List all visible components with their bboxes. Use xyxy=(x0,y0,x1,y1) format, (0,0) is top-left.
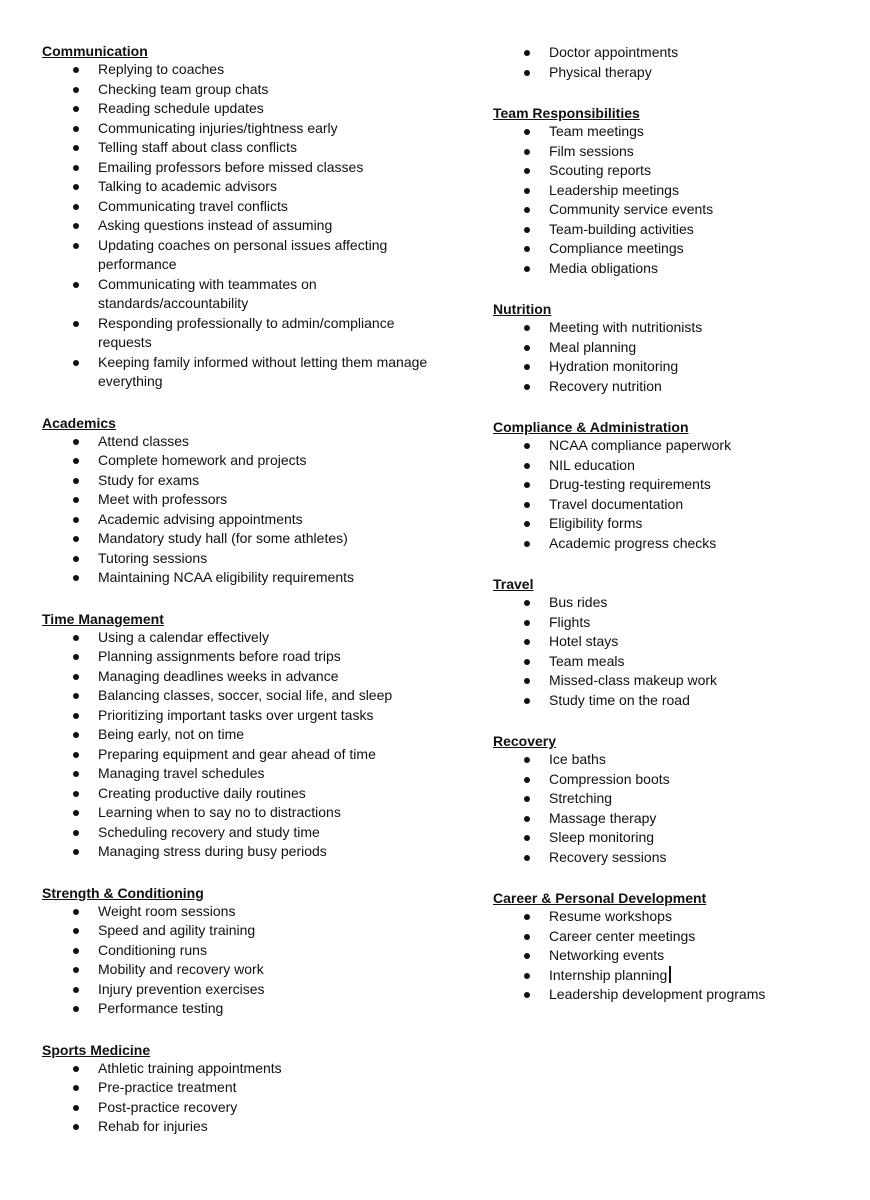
bullet-icon xyxy=(73,635,79,641)
list-item xyxy=(42,80,442,100)
list-item xyxy=(42,999,442,1019)
list-item-text: Media obligations xyxy=(549,259,658,276)
list-item xyxy=(493,122,833,142)
list-item-text: Learning when to say no to distractions xyxy=(98,804,341,820)
bullet-icon xyxy=(524,541,530,547)
list-item-text: Compliance meetings xyxy=(549,240,684,256)
bullet-icon xyxy=(73,987,79,993)
bullet-icon xyxy=(73,126,79,132)
bullet-icon xyxy=(73,67,79,73)
list-item xyxy=(493,828,833,848)
list-item-text: Team meetings xyxy=(549,123,644,139)
list-item-text: Post-practice recovery xyxy=(98,1098,238,1115)
list-item xyxy=(493,534,833,554)
bullet-list xyxy=(42,60,442,392)
bullet-icon xyxy=(73,223,79,229)
section-heading: Compliance & Administration xyxy=(493,419,689,435)
bullet-icon xyxy=(524,521,530,527)
list-item-text: Hydration monitoring xyxy=(549,358,679,374)
list-item-text: Drug-testing requirements xyxy=(549,476,711,492)
section-academics xyxy=(42,415,442,588)
bullet-list xyxy=(42,1059,442,1137)
list-item-text: Reading schedule updates xyxy=(98,100,264,116)
bullet-icon xyxy=(73,967,79,973)
list-item xyxy=(493,750,833,770)
list-item-text: Study for exams xyxy=(98,471,200,488)
bullet-icon xyxy=(524,70,530,76)
bullet-icon xyxy=(73,243,79,249)
bullet-icon xyxy=(524,914,530,920)
bullet-icon xyxy=(73,517,79,523)
bullet-icon xyxy=(524,796,530,802)
list-item-text: Film sessions xyxy=(549,142,634,159)
bullet-icon xyxy=(524,364,530,370)
list-item xyxy=(42,921,442,941)
list-item xyxy=(42,158,442,178)
list-item xyxy=(493,259,833,279)
left-column xyxy=(42,43,442,1160)
bullet-icon xyxy=(524,953,530,959)
bullet-icon xyxy=(524,384,530,390)
text-cursor xyxy=(669,966,671,983)
list-item-text: Creating productive daily routines xyxy=(98,784,306,801)
list-item-text: Physical therapy xyxy=(549,63,652,80)
bullet-icon xyxy=(73,849,79,855)
bullet-icon xyxy=(73,282,79,288)
bullet-icon xyxy=(73,909,79,915)
section-career-and-personal-development xyxy=(493,890,833,1005)
section-time-management xyxy=(42,611,442,862)
list-item xyxy=(42,549,442,569)
list-item-text: Academic progress checks xyxy=(549,534,717,551)
bullet-icon xyxy=(524,757,530,763)
bullet-icon xyxy=(73,771,79,777)
list-item xyxy=(493,161,833,181)
list-item xyxy=(42,1098,442,1118)
section-heading: Team Responsibilities xyxy=(493,105,640,121)
list-item-text: Managing stress during busy periods xyxy=(98,843,327,859)
bullet-icon xyxy=(73,1006,79,1012)
section-heading: Travel xyxy=(493,576,534,592)
list-item xyxy=(42,1059,442,1079)
bullet-icon xyxy=(524,50,530,56)
list-item-text: Replying to coaches xyxy=(98,61,225,77)
section-continued xyxy=(493,43,833,82)
list-item-text: Scheduling recovery and study time xyxy=(98,823,320,840)
list-item xyxy=(493,475,833,495)
bullet-icon xyxy=(524,855,530,861)
list-item xyxy=(42,628,442,648)
list-item-text: Communicating injuries/tightness early xyxy=(98,119,338,136)
list-item-text: Leadership development programs xyxy=(549,986,766,1002)
bullet-icon xyxy=(73,693,79,699)
list-item xyxy=(42,490,442,510)
list-item xyxy=(493,966,833,986)
list-item xyxy=(493,946,833,966)
list-item-text: Conditioning runs xyxy=(98,941,207,958)
list-item-text: Emailing professors before missed classes xyxy=(98,158,364,175)
bullet-icon xyxy=(524,835,530,841)
bullet-icon xyxy=(524,168,530,174)
list-item-text: Athletic training appointments xyxy=(98,1059,282,1076)
list-item xyxy=(493,318,833,338)
list-item-text: Massage therapy xyxy=(549,809,657,826)
list-item xyxy=(42,216,442,236)
list-item xyxy=(42,529,442,549)
list-item-text: Weight room sessions xyxy=(98,902,236,919)
bullet-icon xyxy=(73,713,79,719)
bullet-list xyxy=(493,318,833,396)
list-item xyxy=(42,471,442,491)
section-heading: Nutrition xyxy=(493,301,552,317)
list-item-text: Community service events xyxy=(549,201,714,217)
list-item xyxy=(42,99,442,119)
list-item xyxy=(493,691,833,711)
bullet-list xyxy=(493,43,833,82)
list-item-text: Planning assignments before road trips xyxy=(98,648,341,664)
list-item-text: Scouting reports xyxy=(549,162,651,178)
bullet-icon xyxy=(73,752,79,758)
bullet-icon xyxy=(524,620,530,626)
list-item xyxy=(42,902,442,922)
list-item-text: Being early, not on time xyxy=(98,726,245,742)
list-item xyxy=(42,1078,442,1098)
bullet-icon xyxy=(73,478,79,484)
list-item-text: Meal planning xyxy=(549,338,637,355)
list-item-text: Flights xyxy=(549,613,591,630)
list-item-text: Managing deadlines weeks in advance xyxy=(98,667,339,684)
list-item-text: NIL education xyxy=(549,456,635,473)
bullet-icon xyxy=(73,145,79,151)
bullet-icon xyxy=(524,443,530,449)
list-item xyxy=(493,456,833,476)
list-item-text: Complete homework and projects xyxy=(98,452,307,468)
list-item-text: Speed and agility training xyxy=(98,922,256,938)
bullet-icon xyxy=(524,207,530,213)
list-item-text: Updating coaches on personal issues affecting performance xyxy=(98,236,388,272)
bullet-icon xyxy=(524,149,530,155)
section-heading: Time Management xyxy=(42,610,164,627)
list-item xyxy=(493,593,833,613)
list-item-text: Networking events xyxy=(549,947,665,963)
list-item-text: Rehab for injuries xyxy=(98,1118,208,1134)
list-item xyxy=(42,353,442,392)
list-item-text: Recovery sessions xyxy=(549,848,667,865)
bullet-icon xyxy=(73,360,79,366)
list-item xyxy=(42,823,442,843)
bullet-icon xyxy=(524,992,530,998)
bullet-icon xyxy=(524,816,530,822)
bullet-icon xyxy=(73,536,79,542)
list-item xyxy=(42,647,442,667)
list-item-text: Meeting with nutritionists xyxy=(549,319,703,335)
list-item xyxy=(42,667,442,687)
bullet-icon xyxy=(524,227,530,233)
list-item-text: Resume workshops xyxy=(549,908,672,924)
list-item-text: Telling staff about class conflicts xyxy=(98,139,297,155)
bullet-icon xyxy=(73,87,79,93)
bullet-icon xyxy=(524,502,530,508)
list-item-text: Doctor appointments xyxy=(549,44,679,60)
bullet-list xyxy=(42,902,442,1019)
section-recovery xyxy=(493,733,833,867)
list-item-text: Team-building activities xyxy=(549,220,694,237)
list-item xyxy=(493,436,833,456)
bullet-icon xyxy=(73,184,79,190)
section-heading: Career & Personal Development xyxy=(493,890,707,906)
list-item-text: Attend classes xyxy=(98,432,190,449)
list-item xyxy=(493,142,833,162)
section-communication xyxy=(42,43,442,392)
list-item xyxy=(42,568,442,588)
section-heading: Academics xyxy=(42,414,116,431)
list-item-text: Recovery nutrition xyxy=(549,377,662,394)
list-item-text: Bus rides xyxy=(549,594,608,610)
list-item-text: Maintaining NCAA eligibility requirements xyxy=(98,569,355,585)
list-item-text: Career center meetings xyxy=(549,927,696,944)
list-item-text: NCAA compliance paperwork xyxy=(549,437,732,453)
list-item xyxy=(42,784,442,804)
list-item-text: Ice baths xyxy=(549,751,606,767)
list-item xyxy=(493,338,833,358)
list-item xyxy=(42,745,442,765)
bullet-icon xyxy=(524,463,530,469)
bullet-icon xyxy=(73,321,79,327)
bullet-icon xyxy=(524,129,530,135)
bullet-icon xyxy=(73,1124,79,1130)
list-item-text: Compression boots xyxy=(549,770,670,787)
list-item xyxy=(493,927,833,947)
list-item xyxy=(493,652,833,672)
list-item-text: Talking to academic advisors xyxy=(98,178,277,194)
bullet-icon xyxy=(524,678,530,684)
bullet-icon xyxy=(73,458,79,464)
section-compliance-and-administration xyxy=(493,419,833,553)
list-item xyxy=(42,686,442,706)
list-item xyxy=(42,842,442,862)
list-item xyxy=(493,985,833,1005)
bullet-icon xyxy=(524,325,530,331)
list-item-text: Mobility and recovery work xyxy=(98,961,264,977)
bullet-icon xyxy=(73,439,79,445)
section-heading: Recovery xyxy=(493,733,557,749)
list-item-text: Pre-practice treatment xyxy=(98,1079,237,1095)
list-item xyxy=(493,789,833,809)
list-item xyxy=(493,220,833,240)
list-item xyxy=(493,907,833,927)
list-item xyxy=(42,960,442,980)
list-item-text: Communicating with teammates on standards/accountability xyxy=(98,275,317,311)
list-item-text: Prioritizing important tasks over urgent tasks xyxy=(98,706,374,723)
list-item-text: Asking questions instead of assuming xyxy=(98,217,333,233)
bullet-icon xyxy=(524,482,530,488)
list-item-text: Stretching xyxy=(549,790,613,806)
list-item xyxy=(42,275,442,314)
list-item xyxy=(42,451,442,471)
list-item xyxy=(493,514,833,534)
bullet-icon xyxy=(524,777,530,783)
bullet-icon xyxy=(73,810,79,816)
list-item-text: Responding professionally to admin/compliance requests xyxy=(98,314,395,350)
list-item-text: Internship planning xyxy=(549,966,668,983)
bullet-list xyxy=(493,436,833,553)
bullet-icon xyxy=(73,948,79,954)
list-item xyxy=(493,671,833,691)
list-item-text: Sleep monitoring xyxy=(549,829,655,845)
list-item xyxy=(42,980,442,1000)
bullet-icon xyxy=(73,556,79,562)
list-item xyxy=(42,177,442,197)
section-travel xyxy=(493,576,833,710)
bullet-icon xyxy=(73,575,79,581)
list-item xyxy=(493,770,833,790)
section-heading: Communication xyxy=(42,43,148,59)
bullet-icon xyxy=(73,204,79,210)
list-item-text: Mandatory study hall (for some athletes) xyxy=(98,530,348,546)
list-item xyxy=(42,314,442,353)
list-item xyxy=(42,1117,442,1137)
list-item xyxy=(42,236,442,275)
list-item-text: Study time on the road xyxy=(549,691,690,708)
bullet-icon xyxy=(524,973,530,979)
list-item xyxy=(42,803,442,823)
list-item-text: Travel documentation xyxy=(549,495,684,512)
list-item-text: Balancing classes, soccer, social life, and sleep xyxy=(98,687,393,703)
list-item xyxy=(42,725,442,745)
list-item-text: Injury prevention exercises xyxy=(98,980,265,997)
list-item-text: Managing travel schedules xyxy=(98,765,265,781)
list-item xyxy=(42,510,442,530)
list-item xyxy=(493,377,833,397)
list-item-text: Communicating travel conflicts xyxy=(98,197,288,214)
bullet-list xyxy=(493,122,833,278)
list-item xyxy=(493,632,833,652)
bullet-icon xyxy=(524,266,530,272)
list-item-text: Eligibility forms xyxy=(549,515,643,531)
list-item xyxy=(42,432,442,452)
list-item xyxy=(42,60,442,80)
list-item-text: Academic advising appointments xyxy=(98,510,303,527)
bullet-list xyxy=(42,432,442,588)
list-item xyxy=(42,941,442,961)
bullet-icon xyxy=(73,1066,79,1072)
list-item-text: Performance testing xyxy=(98,1000,224,1016)
section-heading: Strength & Conditioning xyxy=(42,884,204,901)
bullet-icon xyxy=(73,165,79,171)
list-item xyxy=(493,63,833,83)
list-item-text: Checking team group chats xyxy=(98,80,269,97)
section-heading: Sports Medicine xyxy=(42,1041,151,1058)
bullet-icon xyxy=(73,1085,79,1091)
section-nutrition xyxy=(493,301,833,396)
bullet-icon xyxy=(524,639,530,645)
list-item xyxy=(42,197,442,217)
list-item-text: Using a calendar effectively xyxy=(98,628,269,645)
bullet-icon xyxy=(73,928,79,934)
list-item xyxy=(493,809,833,829)
bullet-icon xyxy=(73,1105,79,1111)
list-item xyxy=(493,495,833,515)
bullet-icon xyxy=(524,659,530,665)
list-item-text: Tutoring sessions xyxy=(98,549,208,566)
bullet-icon xyxy=(73,106,79,112)
list-item xyxy=(493,848,833,868)
list-item xyxy=(493,613,833,633)
list-item-text: Keeping family informed without letting them manage everything xyxy=(98,353,428,389)
list-item xyxy=(42,706,442,726)
bullet-list xyxy=(42,628,442,862)
bullet-icon xyxy=(524,188,530,194)
bullet-icon xyxy=(524,246,530,252)
section-strength-and-conditioning xyxy=(42,885,442,1019)
list-item xyxy=(42,138,442,158)
bullet-list xyxy=(493,907,833,1005)
bullet-icon xyxy=(524,600,530,606)
section-sports-medicine xyxy=(42,1042,442,1137)
bullet-icon xyxy=(73,654,79,660)
bullet-icon xyxy=(73,830,79,836)
list-item xyxy=(42,764,442,784)
list-item-text: Preparing equipment and gear ahead of time xyxy=(98,745,376,762)
bullet-list xyxy=(493,593,833,710)
bullet-icon xyxy=(524,934,530,940)
list-item xyxy=(493,239,833,259)
list-item-text: Missed-class makeup work xyxy=(549,672,718,688)
bullet-list xyxy=(493,750,833,867)
bullet-icon xyxy=(524,698,530,704)
right-column xyxy=(493,43,833,1028)
list-item xyxy=(493,200,833,220)
list-item-text: Hotel stays xyxy=(549,633,619,649)
list-item-text: Leadership meetings xyxy=(549,181,679,198)
bullet-icon xyxy=(73,732,79,738)
list-item xyxy=(42,119,442,139)
list-item xyxy=(493,43,833,63)
list-item xyxy=(493,181,833,201)
bullet-icon xyxy=(524,345,530,351)
bullet-icon xyxy=(73,497,79,503)
bullet-icon xyxy=(73,674,79,680)
list-item-text: Team meals xyxy=(549,652,625,669)
list-item-text: Meet with professors xyxy=(98,491,228,507)
list-item xyxy=(493,357,833,377)
bullet-icon xyxy=(73,791,79,797)
section-team-responsibilities xyxy=(493,105,833,278)
